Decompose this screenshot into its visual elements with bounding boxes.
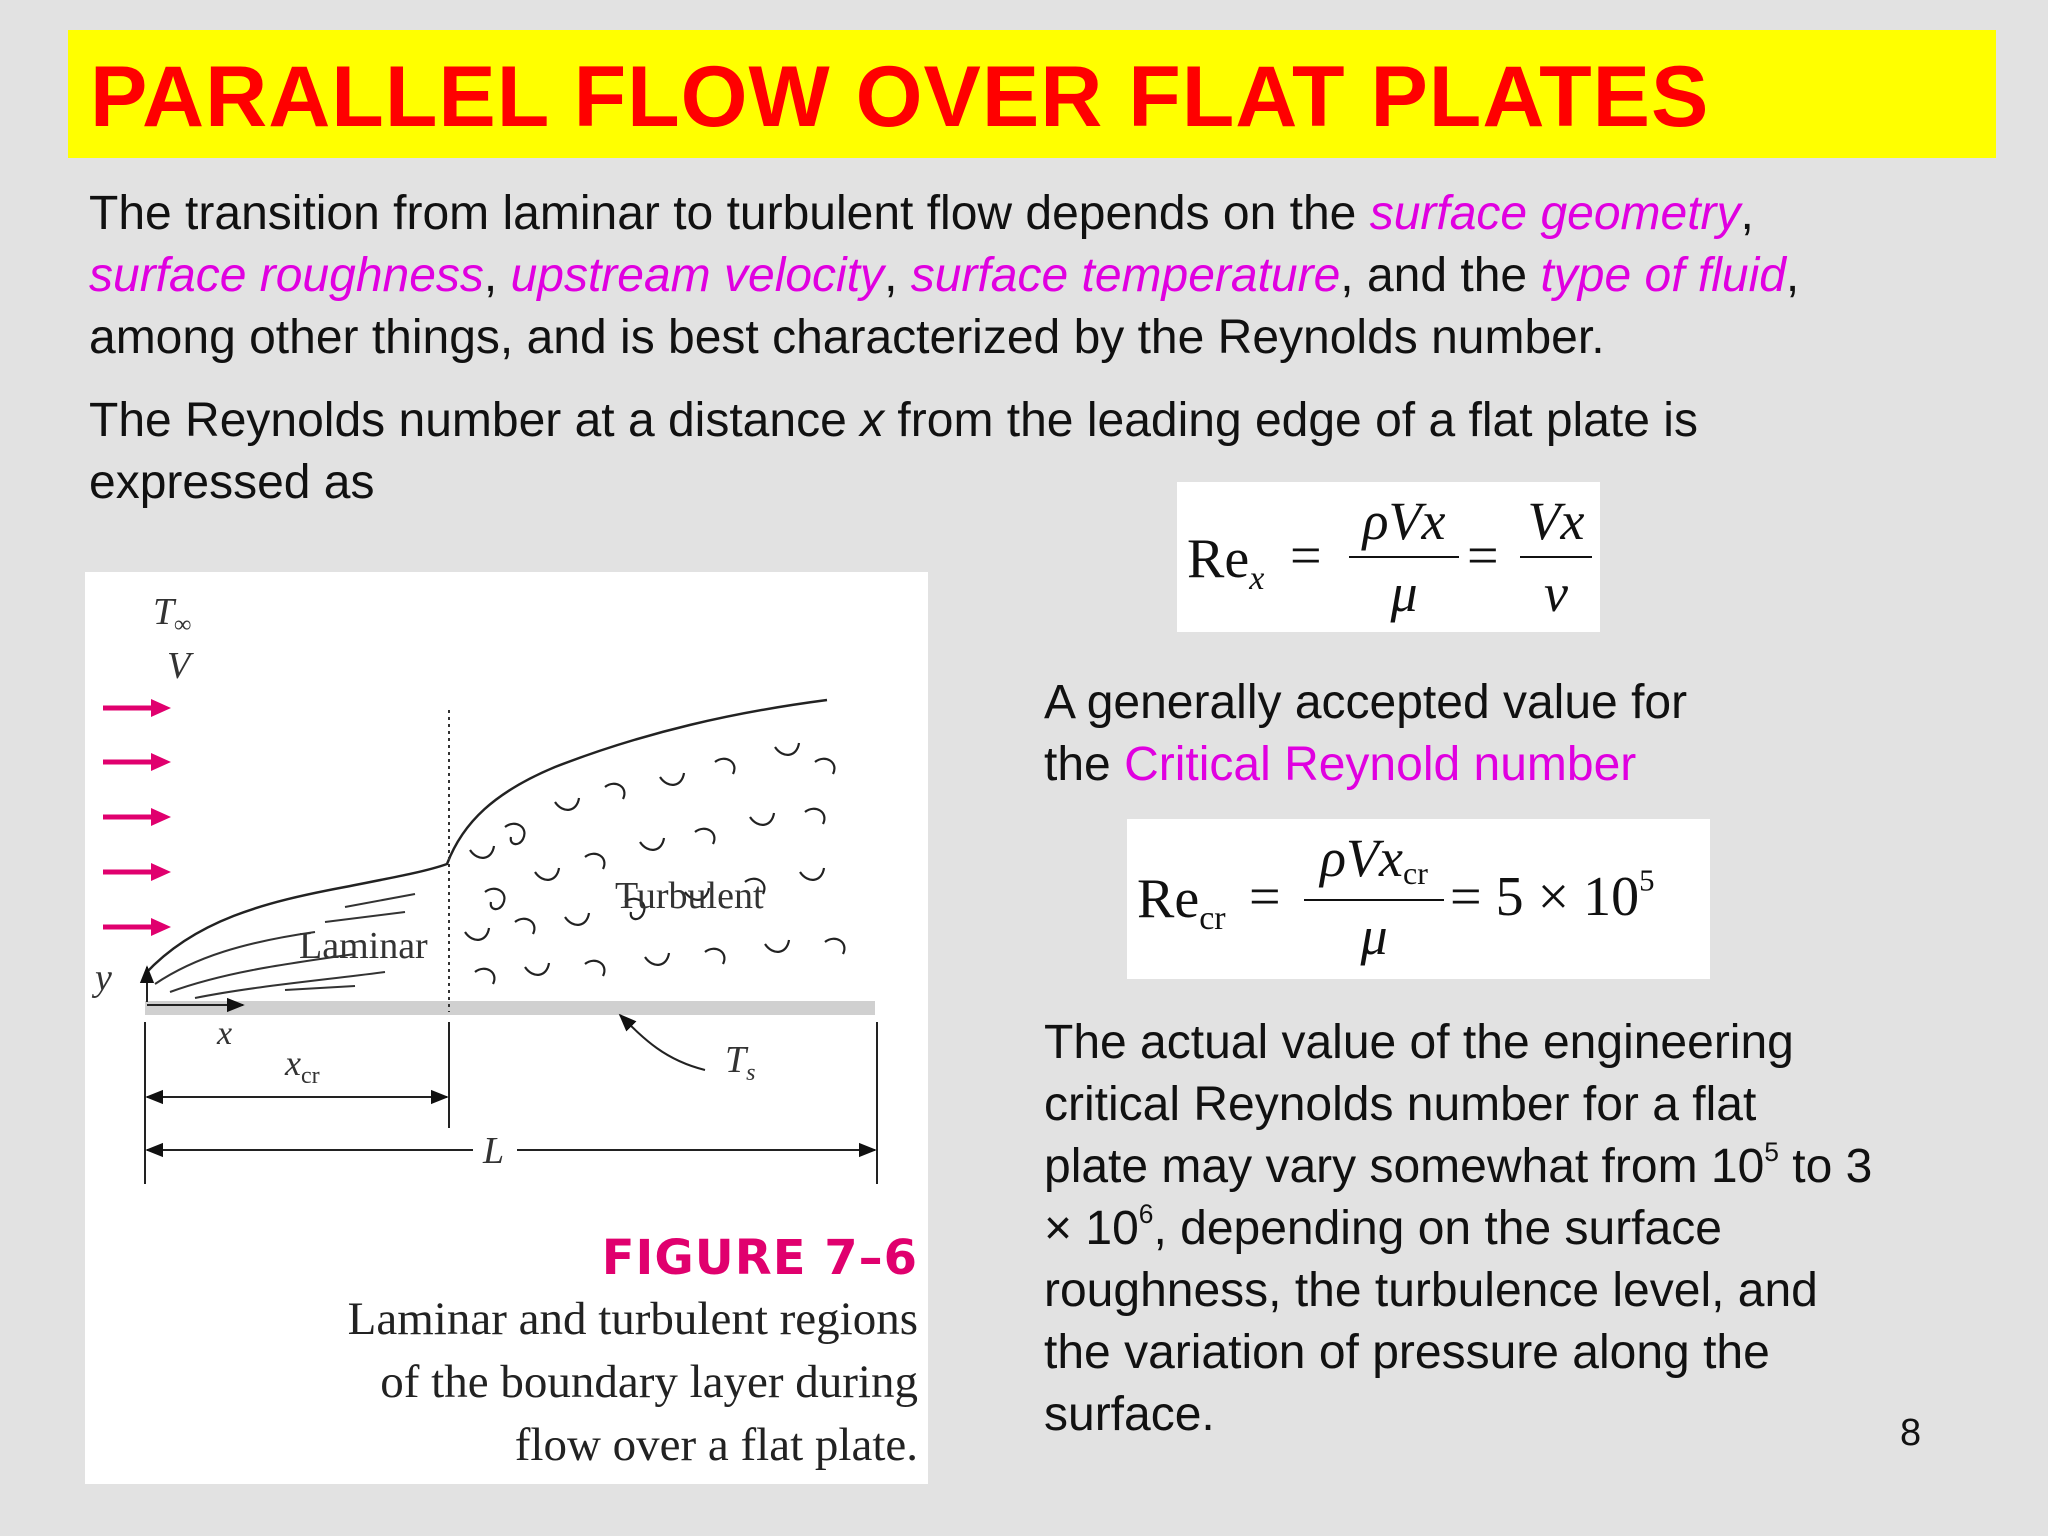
term-surface-roughness: surface roughness bbox=[89, 249, 484, 302]
eq1-fraction-bar-1 bbox=[1349, 556, 1459, 558]
comma: , bbox=[483, 249, 511, 302]
turbulent-eddies bbox=[465, 743, 844, 984]
critical-text: the bbox=[1044, 738, 1125, 791]
label-laminar: Laminar bbox=[299, 925, 428, 967]
eq1-denominator-1: μ bbox=[1390, 563, 1418, 623]
actual-text-line: The actual value of the engineering bbox=[1044, 1016, 1794, 1069]
eq2-lhs: $Re_{cr}$ bbox=[1137, 868, 1226, 937]
eq2-fraction-bar bbox=[1304, 899, 1444, 901]
slide-title: PARALLEL FLOW OVER FLAT PLATES bbox=[90, 49, 1710, 145]
term-type-of-fluid: type of fluid bbox=[1540, 249, 1786, 302]
flow-arrow-icon bbox=[103, 863, 171, 881]
label-t-infinity: $T_\infty$ bbox=[153, 591, 192, 638]
var-x: x bbox=[860, 394, 885, 447]
figure-title: FIGURE 7–6 bbox=[601, 1230, 918, 1286]
eq1-lhs: $Re_x$ bbox=[1187, 528, 1265, 597]
term-surface-geometry: surface geometry bbox=[1369, 187, 1741, 240]
label-y: y bbox=[95, 957, 112, 999]
title-banner bbox=[68, 30, 1996, 158]
caption-line: Laminar and turbulent regions bbox=[347, 1293, 918, 1345]
def-text-line2: expressed as bbox=[89, 456, 375, 509]
eq2-rhs: = $5 \times 10^5$ bbox=[1450, 863, 1655, 928]
eq1-denominator-2: ν bbox=[1544, 563, 1568, 623]
ts-pointer bbox=[620, 1015, 705, 1070]
boundary-layer-edge bbox=[145, 700, 827, 974]
actual-text-line: × $10^6$, depending on the surface bbox=[1044, 1198, 1722, 1255]
label-xcr: $x_{cr}$ bbox=[285, 1043, 320, 1089]
label-ts: $T_s$ bbox=[725, 1039, 756, 1086]
actual-text-line: the variation of pressure along the bbox=[1044, 1326, 1770, 1379]
term-upstream-velocity: upstream velocity bbox=[510, 249, 885, 302]
boundary-layer-figure bbox=[85, 572, 928, 1484]
critical-reynolds-intro bbox=[1044, 672, 1944, 796]
comma: , bbox=[1785, 249, 1800, 302]
label-x: x bbox=[217, 1015, 233, 1052]
eq1-equals-1: = bbox=[1290, 525, 1322, 587]
eq1-numerator-2: Vx bbox=[1527, 491, 1585, 551]
def-text: from the leading edge of a flat plate is bbox=[884, 394, 1698, 447]
def-text: The Reynolds number at a distance bbox=[89, 394, 861, 447]
eq2-numerator: ρVxcr bbox=[1320, 828, 1428, 891]
critical-text: A generally accepted value for bbox=[1044, 676, 1688, 729]
intro-text: The transition from laminar to turbulent flow depends on the bbox=[89, 187, 1370, 240]
actual-value-paragraph bbox=[1044, 1012, 1984, 1446]
label-velocity: V bbox=[167, 645, 191, 687]
intro-paragraph bbox=[89, 183, 1969, 369]
reynolds-definition bbox=[89, 390, 1969, 514]
page-number: 8 bbox=[1900, 1412, 1922, 1454]
flow-arrow-icon bbox=[103, 753, 171, 771]
intro-text: , and the bbox=[1340, 249, 1541, 302]
equation-critical-reynolds bbox=[1127, 819, 1710, 979]
term-surface-temperature: surface temperature bbox=[910, 249, 1341, 302]
flow-arrow-icon bbox=[103, 699, 171, 717]
flow-arrow-icon bbox=[103, 918, 171, 936]
caption-line: of the boundary layer during bbox=[380, 1356, 918, 1408]
term-critical-reynold-number: Critical Reynold number bbox=[1124, 738, 1637, 791]
eq2-denominator: μ bbox=[1360, 906, 1388, 966]
eq1-equals-2: = bbox=[1467, 525, 1499, 587]
actual-text-line: surface. bbox=[1044, 1388, 1215, 1441]
caption-line: flow over a flat plate. bbox=[514, 1419, 918, 1471]
comma: , bbox=[884, 249, 911, 302]
label-l: L bbox=[483, 1130, 505, 1172]
eq2-equals: = bbox=[1249, 866, 1281, 928]
label-turbulent: Turbulent bbox=[615, 875, 764, 917]
flat-plate bbox=[145, 1001, 875, 1015]
comma: , bbox=[1740, 187, 1754, 240]
flow-arrow-icon bbox=[103, 808, 171, 826]
actual-text-line: plate may vary somewhat from $10^5$ to 3 bbox=[1044, 1136, 1873, 1193]
eq1-fraction-bar-2 bbox=[1520, 556, 1592, 558]
eq1-numerator-1: ρVx bbox=[1362, 491, 1446, 551]
intro-text-line3: among other things, and is best characterized by the Reynolds number. bbox=[89, 311, 1605, 364]
actual-text-line: roughness, the turbulence level, and bbox=[1044, 1264, 1818, 1317]
figure-caption bbox=[98, 1288, 918, 1477]
actual-text-line: critical Reynolds number for a flat bbox=[1044, 1078, 1757, 1131]
free-stream-arrows bbox=[103, 699, 171, 936]
equation-reynolds-number bbox=[1177, 482, 1600, 632]
